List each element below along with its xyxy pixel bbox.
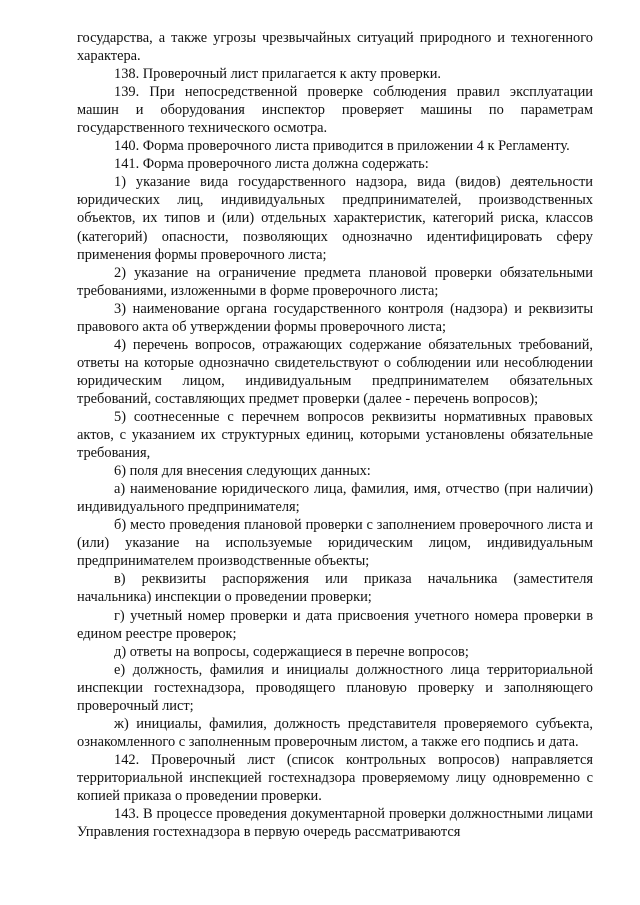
sub-item-a: а) наименование юридического лица, фамилия, имя, отчество (при наличии) индивидуального предпринимателя;: [77, 481, 593, 516]
list-item-2: 2) указание на ограничение предмета плановой проверки обязательными требованиями, изложенными в форме проверочного листа;: [77, 264, 593, 299]
paragraph-continuation: государства, а также угрозы чрезвычайных ситуаций природного и техногенного характера.: [77, 30, 593, 65]
sub-item-v: в) реквизиты распоряжения или приказа начальника (заместителя начальника) инспекции о проведении проверки;: [77, 571, 593, 606]
sub-item-b: б) место проведения плановой проверки с заполнением проверочного листа и (или) указание на используемые юридическим лицом, индивидуальным предпринимателем производственные объекты;: [77, 517, 593, 570]
list-item-5: 5) соотнесенные с перечнем вопросов реквизиты нормативных правовых актов, с указанием их структурных единиц, которыми установлены обязательные требования,: [77, 408, 593, 462]
paragraph-139: 139. При непосредственной проверке соблюдения правил эксплуатации машин и оборудования инспектор проверяет машины по параметрам государственного технического осмотра.: [77, 84, 593, 137]
sub-item-zh: ж) инициалы, фамилия, должность представителя проверяемого субъекта, ознакомленного с заполненным проверочным листом, а также его подпись и дата.: [77, 715, 593, 750]
paragraph-138: 138. Проверочный лист прилагается к акту проверки.: [114, 66, 441, 83]
list-item-1: 1) указание вида государственного надзора, вида (видов) деятельности юридических лиц, индивидуальных предпринимателей, производственных объектов, их типов и (или) отдельных характеристик, категорий риска, классов (категорий) опасности, позволяющих однозначно идентифицировать сферу применения формы проверочного листа;: [77, 174, 593, 263]
list-item-6: 6) поля для внесения следующих данных:: [114, 463, 371, 480]
sub-item-e: е) должность, фамилия и инициалы должностного лица территориальной инспекции гостехнадзора, проводящего плановую проверку и заполняющего проверочный лист;: [77, 661, 593, 714]
paragraph-140: 140. Форма проверочного листа приводится в приложении 4 к Регламенту.: [114, 138, 570, 155]
sub-item-g: г) учетный номер проверки и дата присвоения учетного номера проверки в едином реестре проверок;: [77, 607, 593, 642]
paragraph-142: 142. Проверочный лист (список контрольных вопросов) направляется территориальной инспекцией гостехнадзора проверяемому лицу одновременно с копией приказа о проведении проверки.: [77, 751, 593, 804]
list-item-4: 4) перечень вопросов, отражающих содержание обязательных требований, ответы на которые однозначно свидетельствуют о соблюдении или несоблюдении юридическим лицом, индивидуальным предпринимателем обязательных требований, составляющих предмет проверки (далее - перечень вопросов);: [77, 336, 593, 407]
paragraph-141: 141. Форма проверочного листа должна содержать:: [114, 156, 429, 173]
document-body: [77, 29, 593, 841]
paragraph-143: 143. В процессе проведения документарной проверки должностными лицами Управления гостехнадзора в первую очередь рассматриваются: [77, 806, 593, 841]
list-item-3: 3) наименование органа государственного контроля (надзора) и реквизиты правового акта об утверждении формы проверочного листа;: [77, 300, 593, 335]
sub-item-d: д) ответы на вопросы, содержащиеся в перечне вопросов;: [114, 643, 469, 660]
